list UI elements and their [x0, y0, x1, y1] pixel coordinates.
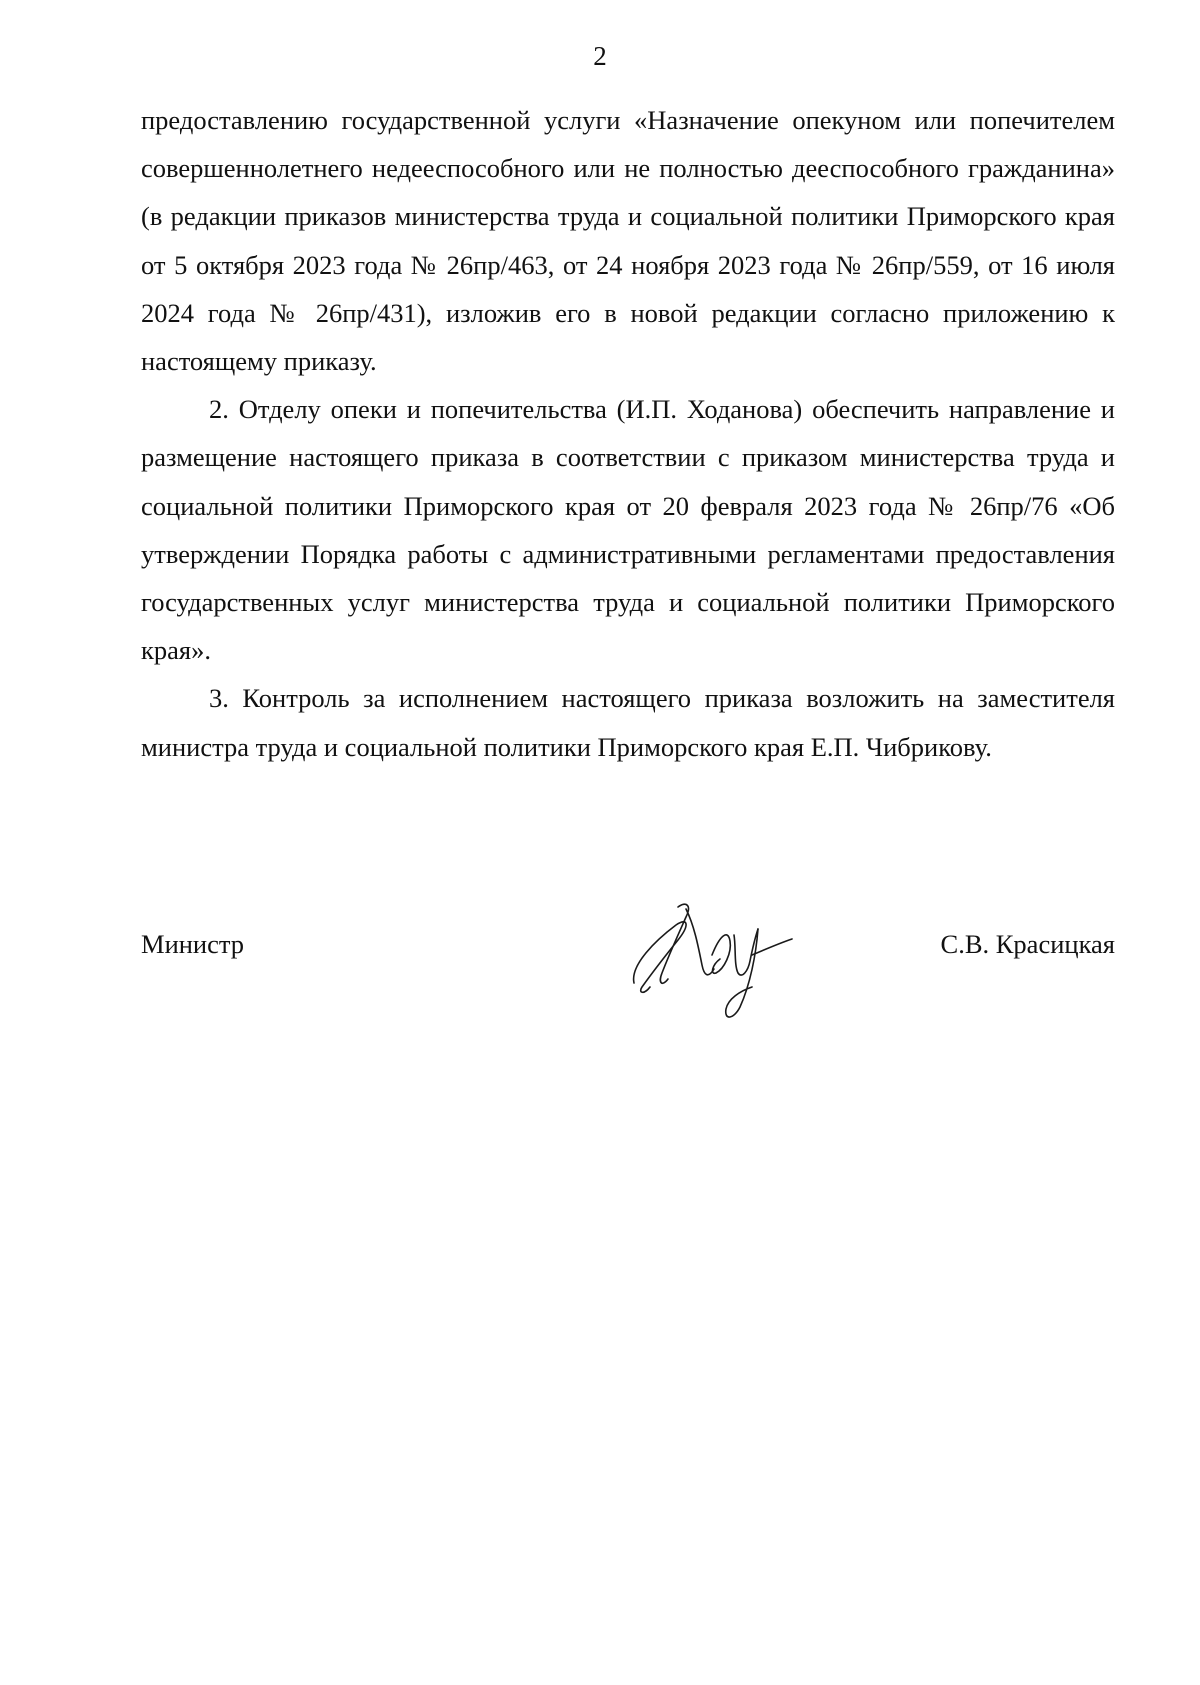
paragraph-item-3: 3. Контроль за исполнением настоящего приказа возложить на заместителя министра труда и социальной политики Приморского края Е.П. Чибрикову.: [141, 683, 1115, 762]
paragraph-continued: предоставлению государственной услуги «Назначение опекуном или попечителем совершеннолетнего недееспособного или не полностью дееспособного гражданина» (в редакции приказов министерства труда и социальной политики Приморского края от 5 октября 2023 года № 26пр/463, от 24 ноября 2023 года № 26пр/559, от 16 июля 2024 года № 26пр/431), изложив его в новой редакции согласно приложению к настоящему приказу.: [141, 105, 1115, 377]
signatory-name: С.В. Красицкая: [940, 929, 1115, 959]
document-body: [141, 96, 1115, 771]
signatory-title: Министр: [141, 929, 245, 959]
signature-block: [141, 920, 1115, 1030]
handwritten-signature: [616, 895, 806, 1025]
page-number: 2: [593, 41, 607, 71]
paragraph-item-2: 2. Отделу опеки и попечительства (И.П. Ходанова) обеспечить направление и размещение настоящего приказа в соответствии с приказом министерства труда и социальной политики Приморского края от 20 февраля 2023 года № 26пр/76 «Об утверждении Порядка работы с административными регламентами предоставления государственных услуг министерства труда и социальной политики Приморского края».: [141, 394, 1115, 666]
